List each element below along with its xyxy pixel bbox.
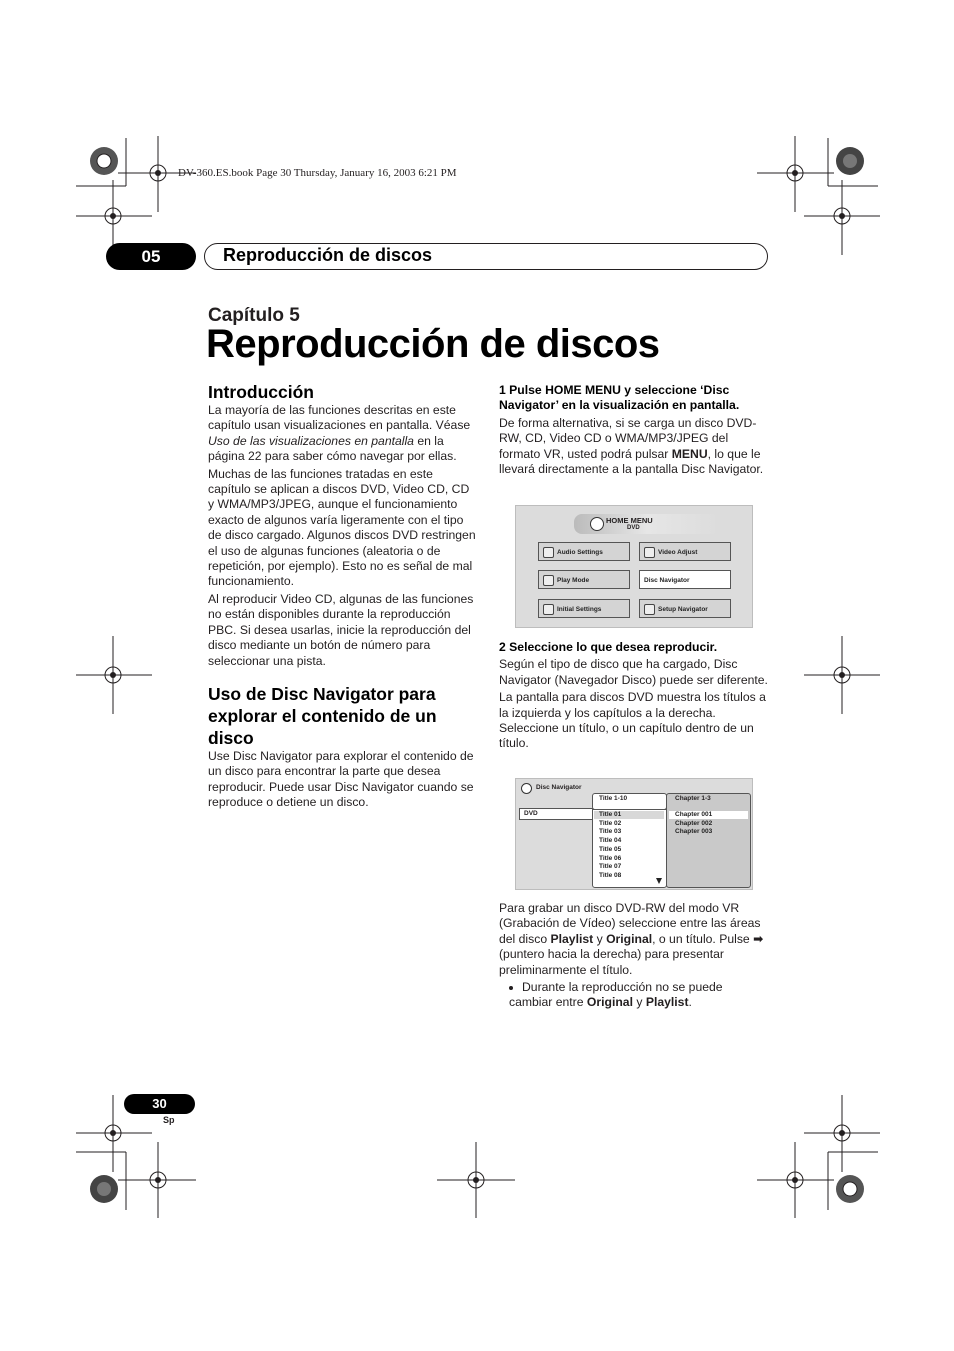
list-item-chapter[interactable]: Chapter 003 [675,828,713,836]
intro-heading: Introducción [208,382,314,402]
page-title: Reproducción de discos [206,322,660,366]
list-item-chapter[interactable]: Chapter 001 [675,811,713,818]
play-mode-button[interactable]: Play Mode [538,570,630,589]
step-2-title: 2 Seleccione lo que desea reproducir. [499,640,718,654]
disc-navigator-paragraph: Use Disc Navigator para explorar el contenido de un disco para encontrar la parte que desea reproducir. Puede usar Disc Navigator cuando se reproduce o detiene un disco. [208,748,474,810]
cross-reference: Uso de las visualizaciones en pantalla [208,433,414,448]
initial-settings-button[interactable]: Initial Settings [538,599,630,618]
list-item-title[interactable]: Title 02 [599,819,622,827]
disc-navigator-title: Disc Navigator [536,784,582,791]
vr-mode-paragraph: Para grabar un disco DVD-RW del modo VR (Grabación de Vídeo) seleccione entre las áreas del disco Playlist y Original, o un título. Pulse ➡ (puntero hacia la derecha) para presentar preliminarmente el título. [499,901,764,977]
language-code: Sp [163,1115,175,1125]
list-item-title[interactable]: Title 05 [599,845,622,853]
intro-paragraph-2: Muchas de las funciones tratadas en este capítulo se aplican a discos DVD, Video CD, CD y WMA/MP3/JPEG, aunque el funcionamiento exacto de algunos varía ligeramente con el tipo de disco cargado. Algunos discos DVD restringen el uso de algunas funciones (aleatoria o de repetición, por ejemplo). Esto no es señal de mal funcionamiento. [208,466,476,589]
setup-navigator-button[interactable]: Setup Navigator [639,599,731,618]
step-2-body-2: La pantalla para discos DVD muestra los títulos a la izquierda y los capítulos a la derecha. Seleccione un título, o un capítulo dentro de un título. [499,690,766,751]
chapters [675,811,712,837]
list-item-title[interactable]: Title 06 [599,854,622,862]
list-item-title[interactable]: Title 08 [599,871,622,879]
play-mode-icon [543,575,554,586]
settings-icon [543,604,554,615]
intro-paragraph-3: Al reproducir Video CD, algunas de las funciones no están disponibles durante la reproducción PBC. Si desea usarlas, inicie la reproducción del disco mediante un botón de número para seleccionar una pista. [208,591,474,668]
chapter-header-bar [204,243,768,270]
disc-navigator-screenshot [515,778,753,890]
video-adjust-button[interactable]: Video Adjust [639,542,731,561]
home-menu-title: HOME MENU [606,516,653,525]
book-print-line: DV-360.ES.book Page 30 Thursday, January 16, 2003 6:21 PM [178,167,457,179]
step-1-body: De forma alternativa, si se carga un disco DVD-RW, CD, Video CD o WMA/MP3/JPEG del formato VR, usted podrá pulsar MENU, lo que le llevará directamente a la pantalla Disc Navigator. [499,415,764,477]
audio-settings-button[interactable]: Audio Settings [538,542,630,561]
audio-icon [543,547,554,558]
right-column-top [499,383,769,479]
right-column-middle [499,640,769,754]
disc-type-label: DVD [524,810,538,817]
video-icon [644,547,655,558]
right-arrow-icon: ➡ [753,931,764,946]
chapters-header: Chapter 1-3 [675,795,711,802]
list-item-title[interactable]: Title 01 [599,811,622,818]
disc-navigator-heading: Uso de Disc Navigator para explorar el contenido de un disco [208,683,437,748]
scroll-down-arrow-icon[interactable] [655,877,663,885]
list-item-title[interactable]: Title 04 [599,837,622,845]
chapter-header-title: Reproducción de discos [223,245,433,265]
chapter-label: Capítulo 5 [208,305,300,326]
disc-navigator-icon [521,783,532,794]
bullet-icon [509,986,513,990]
titles-header: Title 1-10 [592,793,667,810]
right-column-bottom [499,901,769,1013]
home-menu-subtitle: DVD [627,525,640,531]
bullet-note: Durante la reproducción no se puede cambiar entre Original y Playlist. [509,980,723,1010]
disc-icon [590,517,604,531]
disc-navigator-button[interactable]: Disc Navigator [639,570,731,589]
page-number-badge: 30 [124,1094,195,1114]
menu-key: MENU [671,446,708,461]
home-menu-screenshot [515,505,753,628]
left-column [208,381,478,813]
intro-paragraph-1: La mayoría de las funciones descritas en este capítulo usan visualizaciones en pantalla. Véase Uso de las visualizaciones en pantalla en la página 22 para saber cómo navegar por ellas. [208,403,471,464]
step-1-title: 1 Pulse HOME MENU y seleccione ‘Disc Navigator’ en la visualización en pantalla. [499,383,740,413]
setup-icon [644,604,655,615]
step-2-body-1: Según el tipo de disco que ha cargado, Disc Navigator (Navegador Disco) puede ser diferente. [499,657,768,687]
titles [599,811,621,881]
disc-type-box[interactable] [519,808,593,820]
list-item-chapter[interactable]: Chapter 002 [675,819,713,827]
chapters-panel [666,793,751,888]
titles-list [592,809,667,888]
list-item-title[interactable]: Title 07 [599,863,622,871]
list-item-title[interactable]: Title 03 [599,828,622,836]
chapter-number-badge: 05 [106,243,196,270]
